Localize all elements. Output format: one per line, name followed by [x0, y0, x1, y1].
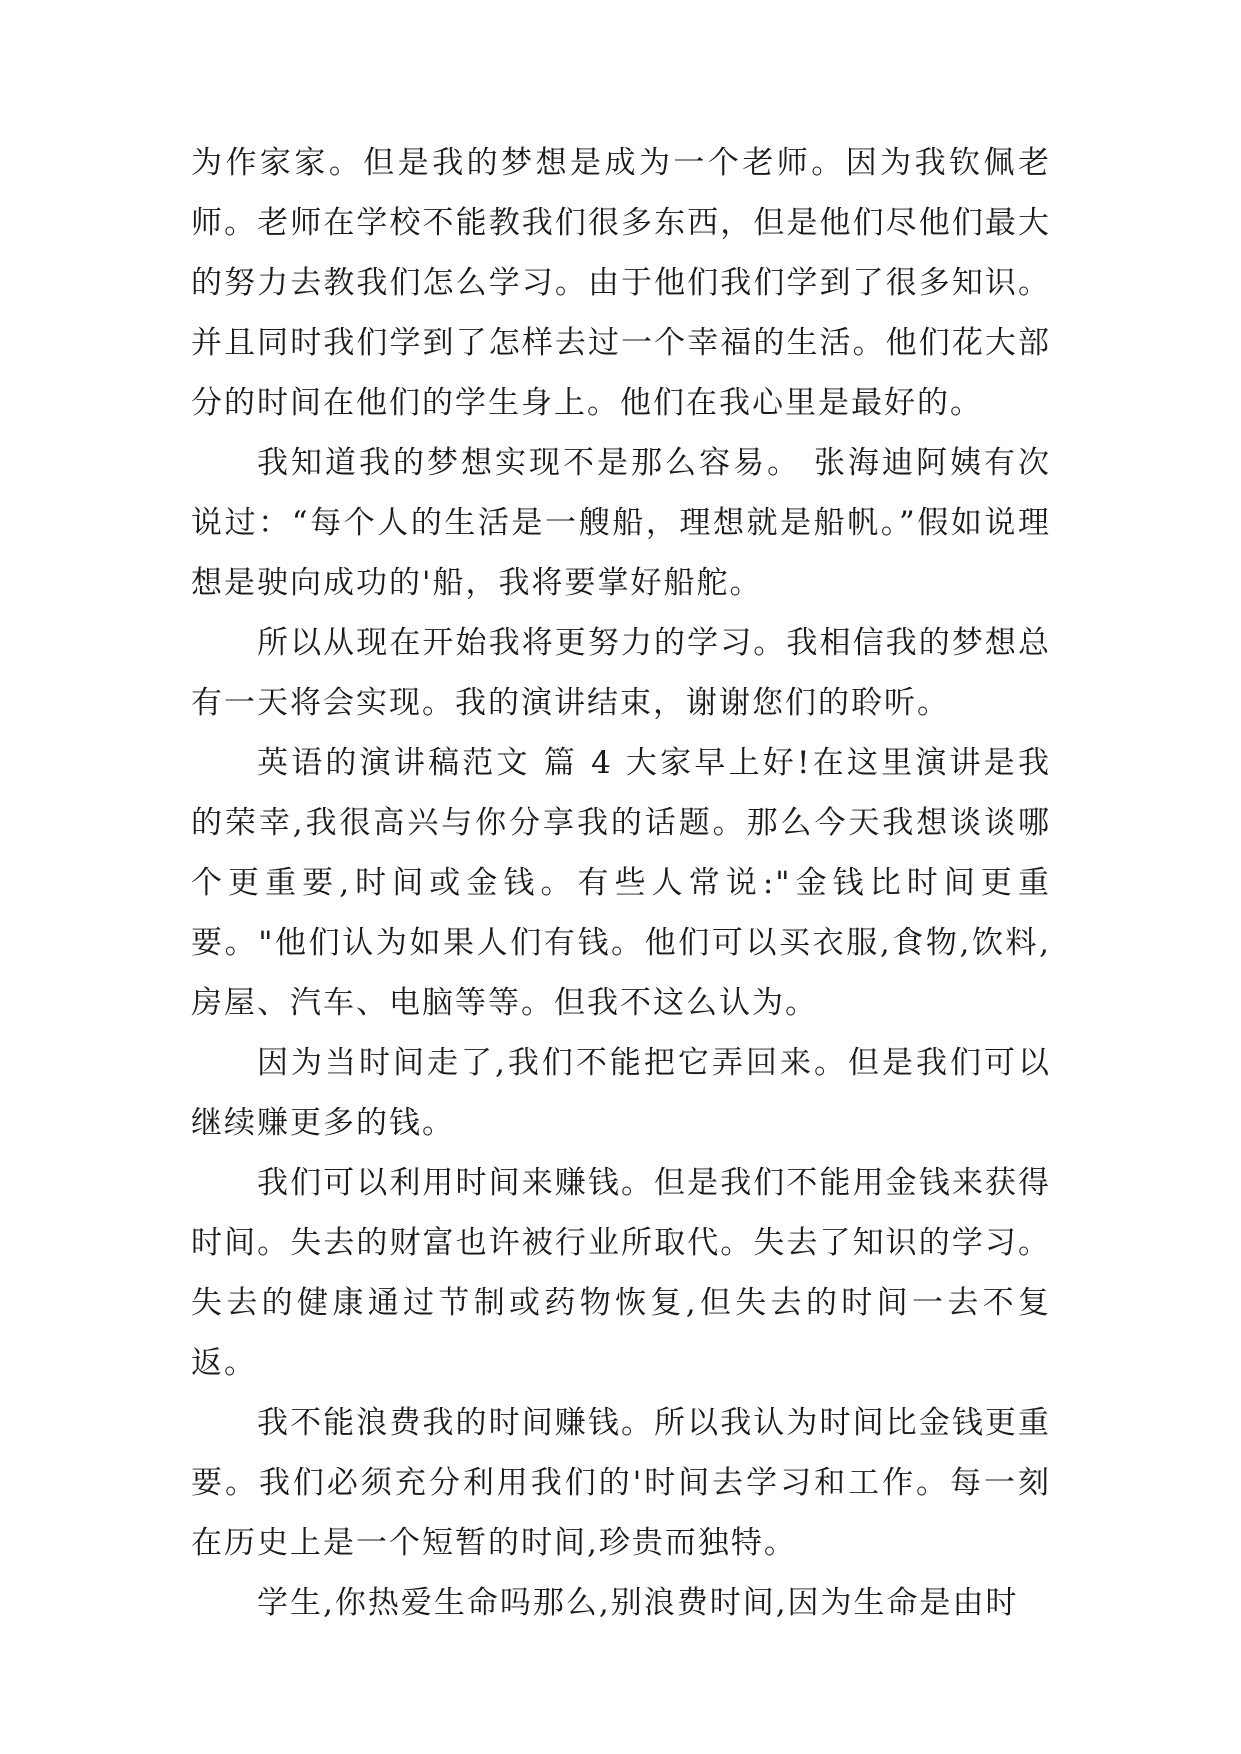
paragraph-7: 我不能浪费我的时间赚钱。所以我认为时间比金钱更重要。我们必须充分利用我们的'时间去学习和工作。每一刻在历史上是一个短暂的时间,珍贵而独特。 — [191, 1405, 1051, 1561]
paragraph-8: 学生,你热爱生命吗那么,别浪费时间,因为生命是由时 — [257, 1585, 1019, 1621]
paragraph-3: 所以从现在开始我将更努力的学习。我相信我的梦想总有一天将会实现。我的演讲结束，谢谢您们的聆听。 — [191, 625, 1051, 721]
paragraph-6: 我们可以利用时间来赚钱。但是我们不能用金钱来获得时间。失去的财富也许被行业所取代。失去了知识的学习。失去的健康通过节制或药物恢复,但失去的时间一去不复返。 — [191, 1165, 1051, 1381]
paragraph-4: 英语的演讲稿范文 篇 4 大家早上好!在这里演讲是我的荣幸,我很高兴与你分享我的话题。那么今天我想谈谈哪个更重要,时间或金钱。有些人常说:"金钱比时间更重要。"他们认为如果人们有钱。他们可以买衣服,食物,饮料,房屋、汽车、电脑等等。但我不这么认为。 — [191, 745, 1051, 1021]
paragraph-1: 为作家家。但是我的梦想是成为一个老师。因为我钦佩老师。老师在学校不能教我们很多东西，但是他们尽他们最大的努力去教我们怎么学习。由于他们我们学到了很多知识。并且同时我们学到了怎样去过一个幸福的生活。他们花大部分的时间在他们的学生身上。他们在我心里是最好的。 — [191, 145, 1051, 421]
paragraph-5: 因为当时间走了,我们不能把它弄回来。但是我们可以继续赚更多的钱。 — [191, 1045, 1051, 1141]
paragraph-2: 我知道我的梦想实现不是那么容易。 张海迪阿姨有次说过：“每个人的生活是一艘船，理想就是船帆。”假如说理想是驶向成功的'船，我将要掌好船舵。 — [191, 445, 1051, 601]
document-body — [191, 133, 1051, 1633]
